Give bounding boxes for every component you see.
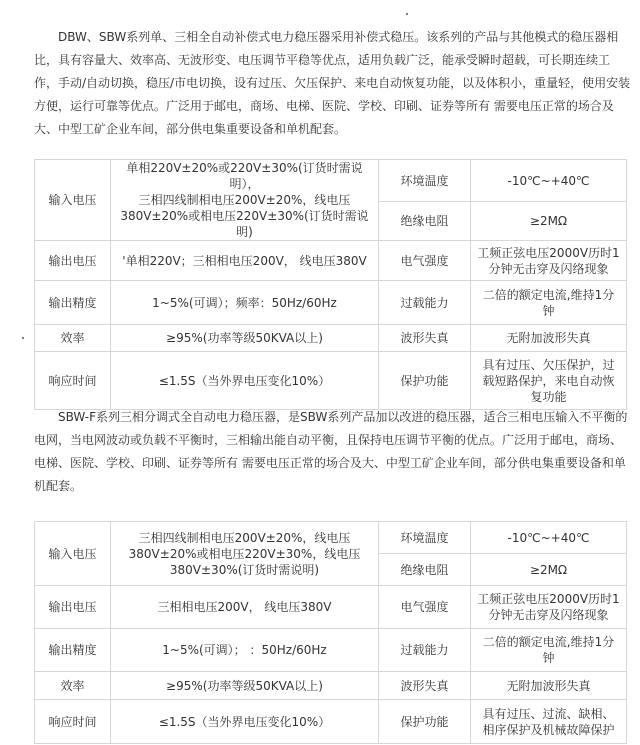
stray-dot-left [22, 337, 24, 339]
response-label: 响应时间 [35, 700, 111, 744]
env-temp-label: 环境温度 [379, 522, 471, 554]
protection-label: 保护功能 [379, 700, 471, 744]
protection-value [471, 352, 627, 410]
insulation-label: 绝缘电阻 [379, 202, 471, 241]
response-value: ≤1.5S（当外界电压变化10%） [111, 700, 379, 744]
overload-line: 钟 [542, 303, 555, 318]
env-temp-value: -10℃~+40℃ [471, 160, 627, 202]
input-voltage-line: 380V±30%(订货时需说明) [169, 562, 320, 577]
overload-line: 钟 [542, 651, 555, 665]
protection-line: 载短路保护，来电自动恢 [482, 373, 615, 388]
accuracy-label: 输出精度 [35, 281, 111, 325]
distortion-value: 无附加波形失真 [471, 325, 627, 352]
dielectric-label: 电气强度 [379, 586, 471, 629]
input-voltage-label: 输入电压 [35, 160, 111, 241]
insulation-value: ≥2MΩ [471, 554, 627, 586]
input-voltage-label: 输入电压 [35, 522, 111, 586]
accuracy-label: 输出精度 [35, 629, 111, 672]
output-voltage-value: 三相相电压200V， 线电压380V [111, 586, 379, 629]
overload-value [471, 629, 627, 672]
input-voltage-line: 单相220V±20%或220V±30%(订货时需说明）， [126, 161, 363, 191]
protection-label: 保护功能 [379, 352, 471, 410]
input-voltage-line: 380V±20%或相电压220V±30%，线电压 [128, 546, 361, 561]
protection-line: 相序保护及机械故障保护 [482, 722, 615, 737]
input-voltage-value [111, 160, 379, 241]
output-voltage-label: 输出电压 [35, 586, 111, 629]
input-voltage-value [111, 522, 379, 586]
spec-table-dbw-sbw [34, 159, 627, 410]
overload-label: 过载能力 [379, 281, 471, 325]
accuracy-value: 1~5%(可调）； ：50Hz/60Hz [111, 629, 379, 672]
dielectric-label: 电气强度 [379, 241, 471, 281]
protection-line: 具有过压、欠压保护，过 [482, 357, 615, 372]
response-value: ≤1.5S（当外界电压变化10%） [111, 352, 379, 410]
dielectric-value [471, 586, 627, 629]
accuracy-value: 1~5%(可调）；频率：50Hz/60Hz [111, 281, 379, 325]
stray-dot-top [406, 13, 408, 15]
intro-paragraph-dbw-sbw: DBW、SBW系列单、三相全自动补偿式电力稳压器采用补偿式稳压。该系列的产品与其他模式的稳压器相比，具有容量大、效率高、无波形变、电压调节平稳等优点，适用负载广泛，能承受瞬时超载，可长期连续工作，手动/自动切换，稳压/市电切换，设有过压、欠压保护、来电自动恢复功能，以及体积小，重量轻，使用安装方便，运行可靠等优点。广泛用于邮电，商场、电梯、医院、学校、印刷、证券等所有 需要电压正常的场合及大、中型工矿企业车间，部分供电集重要设备和单机配套。 [34, 30, 631, 136]
output-voltage-label: 输出电压 [35, 241, 111, 281]
response-label: 响应时间 [35, 352, 111, 410]
env-temp-value: -10℃~+40℃ [471, 522, 627, 554]
overload-line: 二倍的额定电流,维持1分 [482, 287, 615, 302]
insulation-value: ≥2MΩ [471, 202, 627, 241]
input-voltage-line: 三相四线制相电压200V±20%，线电压 [138, 193, 351, 207]
output-voltage-value: '单相220V；三相相电压200V， 线电压380V [111, 241, 379, 281]
dielectric-line: 分钟无击穿及闪络现象 [488, 608, 609, 622]
efficiency-label: 效率 [35, 672, 111, 700]
dielectric-line: 工频正弦电压2000V历时1 [477, 245, 620, 260]
efficiency-value: ≥95%(功率等级50KVA以上) [111, 672, 379, 700]
dielectric-value [471, 241, 627, 281]
input-voltage-line: 三相四线制相电压200V±20%，线电压 [138, 530, 351, 545]
protection-line: 复功能 [530, 389, 567, 404]
protection-line: 具有过压、过流、缺相、 [482, 706, 615, 721]
input-voltage-line: 380V±20%或相电压220V±30%(订货时需说明) [120, 209, 369, 239]
overload-line: 二倍的额定电流,维持1分 [482, 635, 615, 649]
distortion-label: 波形失真 [379, 672, 471, 700]
intro-paragraph-sbw-f: SBW-F系列三相分调式全自动电力稳压器，是SBW系列产品加以改进的稳压器，适合三相电压输入不平衡的电网，当电网波动或负载不平衡时，三相输出能自动平衡，且保持电压调节平衡的优点。广泛用于邮电，商场、电梯、医院、学校、印刷、证券等所有 需要电压正常的场合及大、中型工矿企业车间，部分供电集重要设备和单机配套。 [34, 410, 628, 493]
insulation-label: 绝缘电阻 [379, 554, 471, 586]
overload-label: 过载能力 [379, 629, 471, 672]
env-temp-label: 环境温度 [379, 160, 471, 202]
dielectric-line: 分钟无击穿及闪络现象 [488, 261, 609, 276]
dielectric-line: 工频正弦电压2000V历时1 [477, 592, 620, 606]
protection-value [471, 700, 627, 744]
overload-value [471, 281, 627, 325]
efficiency-label: 效率 [35, 325, 111, 352]
efficiency-value: ≥95%(功率等级50KVA以上) [111, 325, 379, 352]
spec-table-sbw-f [34, 521, 627, 744]
distortion-label: 波形失真 [379, 325, 471, 352]
distortion-value: 无附加波形失真 [471, 672, 627, 700]
